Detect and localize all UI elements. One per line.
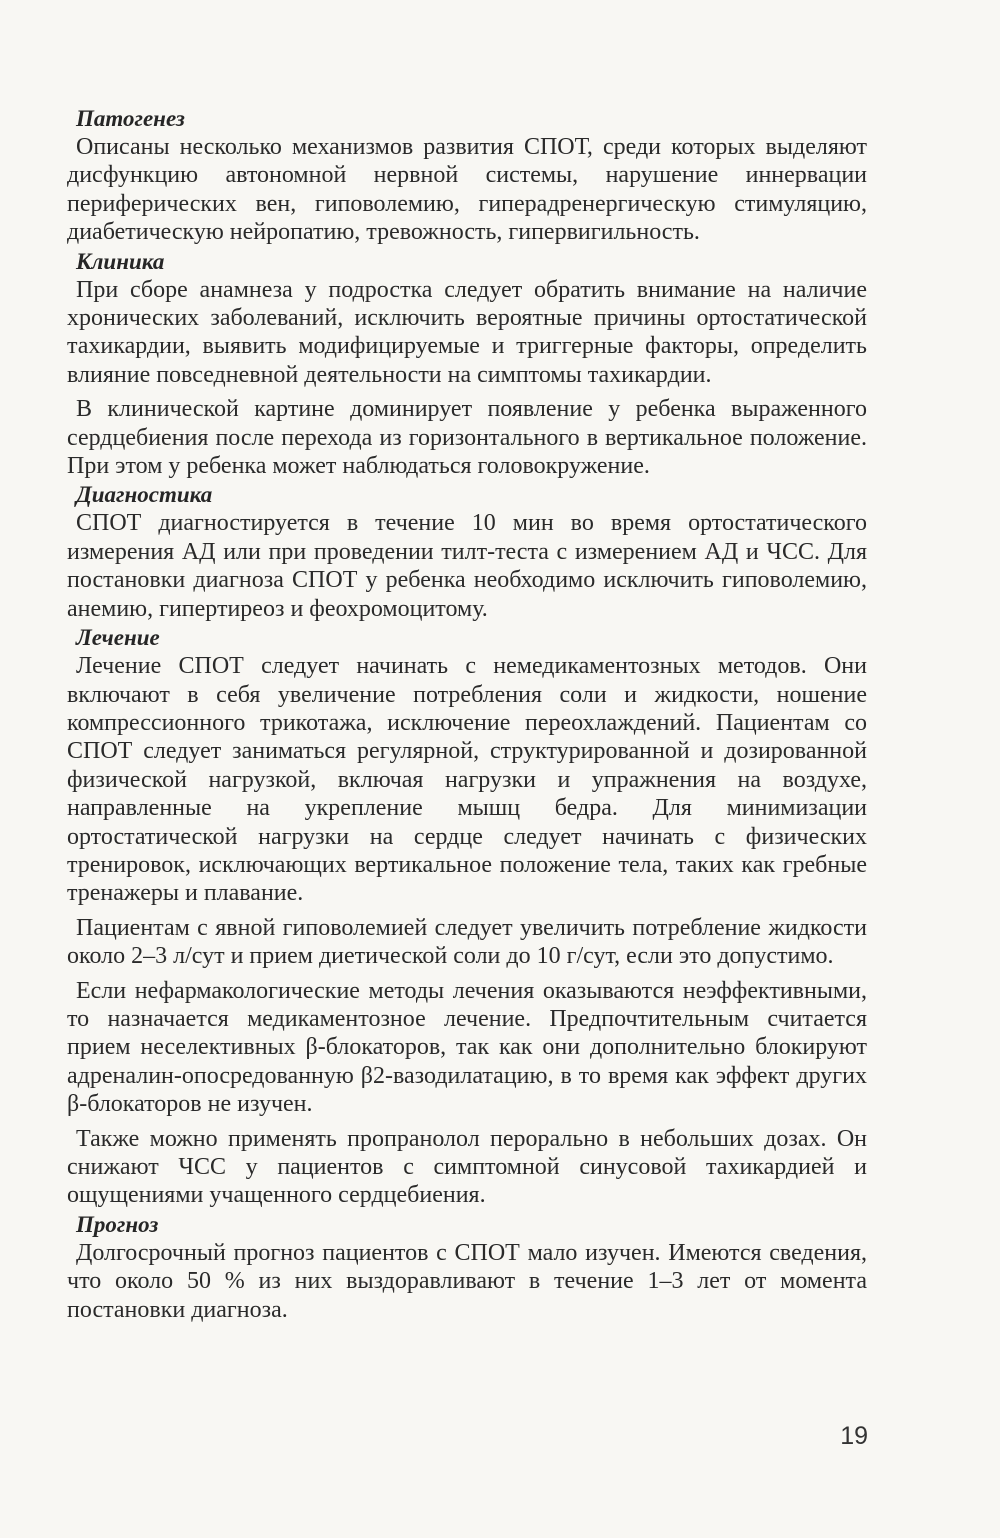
- page-number: 19: [840, 1422, 868, 1450]
- section-heading: Диагностика: [76, 482, 213, 508]
- section-heading: Прогноз: [76, 1211, 159, 1237]
- paragraph: Описаны несколько механизмов развития СПОТ, среди которых выделяют дисфункцию автономной нервной системы, нарушение иннервации периферических вен, гиповолемию, гиперадренергическую стимуляцию, диабетическую нейропатию, тревожность, гипервигильность.: [67, 134, 867, 246]
- section-prognosis: [67, 1210, 867, 1324]
- paragraph: Лечение СПОТ следует начинать с немедикаментозных методов. Они включают в себя увеличение потребления соли и жидкости, ношение компрессионного трикотажа, исключение переохлаждений. Пациентам со СПОТ следует заниматься регулярной, структурированной и дозированной физической нагрузкой, включая нагрузки и упражнения на воздухе, направленные на укрепление мышц бедра. Для минимизации ортостатической нагрузки на сердце следует начинать с физических тренировок, исключающих вертикальное положение тела, таких как гребные тренажеры и плавание.: [67, 653, 867, 907]
- paragraph: При сборе анамнеза у подростка следует обратить внимание на наличие хронических заболеваний, исключить вероятные причины ортостатической тахикардии, выявить модифицируемые и триггерные факторы, определить влияние повседневной деятельности на симптомы тахикардии.: [67, 276, 867, 388]
- paragraph: В клинической картине доминирует появление у ребенка выраженного сердцебиения после перехода из горизонтального в вертикальное положение. При этом у ребенка может наблюдаться головокружение.: [67, 396, 867, 480]
- section-heading: Патогенез: [76, 106, 185, 131]
- paragraph: СПОТ диагностируется в течение 10 мин во время ортостатического измерения АД или при проведении тилт-теста с измерением АД и ЧСС. Для постановки диагноза СПОТ у ребенка необходимо исключить гиповолемию, анемию, гипертиреоз и феохромоцитому.: [67, 510, 867, 622]
- section-heading: Лечение: [76, 625, 160, 651]
- section-treatment: [67, 623, 867, 1210]
- paragraph: Пациентам с явной гиповолемией следует увеличить потребление жидкости около 2–3 л/сут и прием диетической соли до 10 г/сут, если это допустимо.: [67, 914, 867, 970]
- paragraph: Если нефармакологические методы лечения оказываются неэффективными, то назначается медикаментозное лечение. Предпочтительным считается прием неселективных β-блокаторов, так как они дополнительно блокируют адреналин-опосредованную β2-вазодилатацию, в то время как эффект других β-блокаторов не изучен.: [67, 977, 867, 1118]
- section-pathogenesis: [67, 104, 867, 247]
- section-clinic: [67, 247, 867, 481]
- paragraph: Также можно применять пропранолол перорально в небольших дозах. Он снижают ЧСС у пациентов с симптомной синусовой тахикардией и ощущениями учащенного сердцебиения.: [67, 1125, 867, 1209]
- page-body: [67, 104, 867, 1324]
- section-heading: Клиника: [76, 248, 165, 274]
- paragraph: Долгосрочный прогноз пациентов с СПОТ мало изучен. Имеются сведения, что около 50 % из них выздоравливают в течение 1–3 лет от момента постановки диагноза.: [67, 1239, 867, 1323]
- section-diagnostics: [67, 480, 867, 623]
